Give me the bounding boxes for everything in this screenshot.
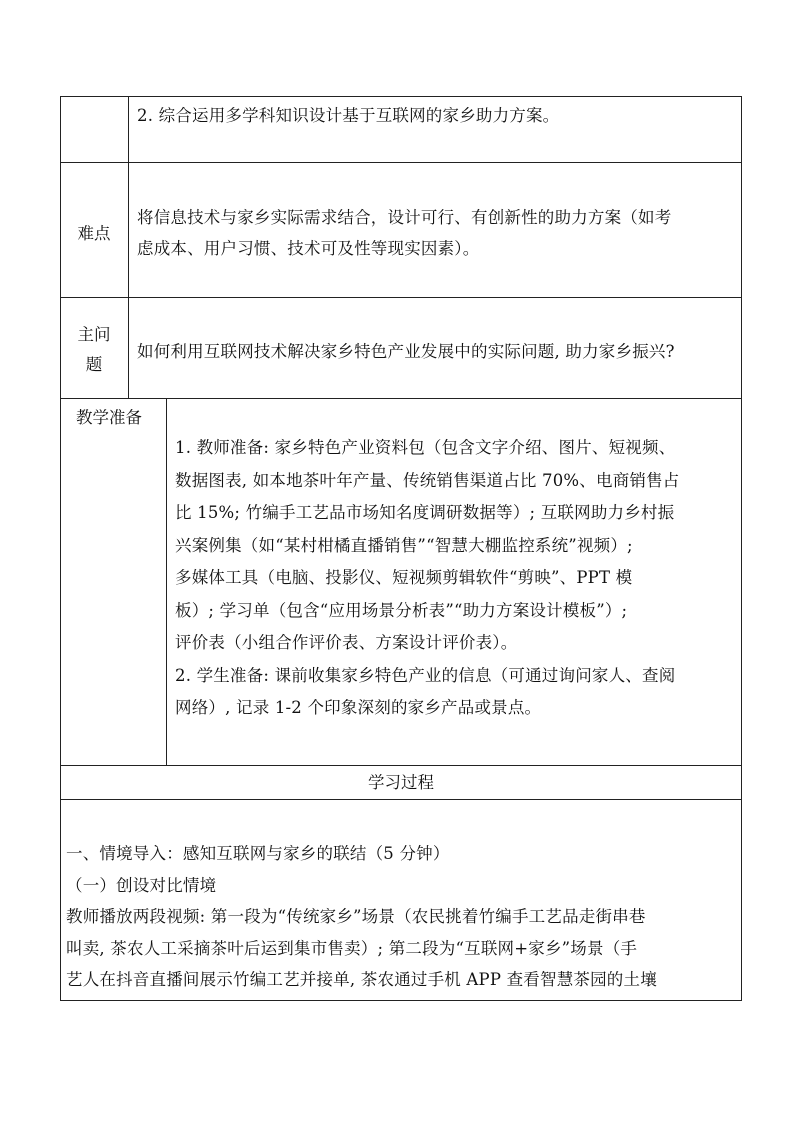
process-subheading: （一）创设对比情境 (66, 875, 217, 895)
preparation-line: 板）; 学习单（包含“应用场景分析表”“助力方案设计模板”）; (175, 600, 628, 620)
table-border-right (741, 96, 742, 1000)
process-line: 教师播放两段视频: 第一段为“传统家乡”场景（农民挑着竹编手工艺品走街串巷 (66, 907, 646, 926)
table-border-bottom (60, 1000, 742, 1001)
difficulty-content (137, 202, 737, 264)
preparation-line: 2. 学生准备: 课前收集家乡特色产业的信息（可通过询问家人、查阅 (175, 665, 676, 685)
preparation-label: 教学准备 (76, 408, 142, 427)
preparation-line: 评价表（小组合作评价表、方案设计评价表）。 (175, 633, 518, 652)
table-border-row2-bottom (60, 297, 742, 298)
process-header: 学习过程 (368, 773, 434, 792)
main-question-label-line: 题 (85, 355, 103, 374)
preparation-line: 1. 教师准备: 家乡特色产业资料包（包含文字介绍、图片、短视频、 (175, 438, 676, 457)
process-content (66, 838, 738, 996)
preparation-line: 网络）, 记录 1-2 个印象深刻的家乡产品或景点。 (175, 698, 542, 717)
main-question-label-line: 主问 (77, 325, 111, 344)
main-question-text: 如何利用互联网技术解决家乡特色产业发展中的实际问题, 助力家乡振兴? (137, 342, 675, 361)
row1-content (137, 100, 737, 131)
table-border-row1-bottom (60, 162, 742, 163)
preparation-line: 多媒体工具（电脑、投影仪、短视频剪辑软件“剪映”、PPT 模 (175, 568, 633, 587)
process-line: 叫卖, 茶农人工采摘茶叶后运到集市售卖）; 第二段为“互联网+家乡”场景（手 (66, 938, 638, 958)
preparation-line: 比 15%; 竹编手工艺品市场知名度调研数据等）; 互联网助力乡村振 (175, 503, 675, 522)
process-line: 艺人在抖音直播间展示竹编工艺并接单, 茶农通过手机 APP 查看智慧茶园的土壤 (66, 970, 657, 989)
main-question-content (137, 336, 741, 367)
difficulty-line: 将信息技术与家乡实际需求结合，设计可行、有创新性的助力方案（如考 (137, 208, 672, 227)
table-border-row4-bottom (60, 765, 742, 766)
preparation-line: 兴案例集（如“某村柑橘直播销售”“智慧大棚监控系统”视频）; (175, 535, 633, 555)
table-divider-prep-col (166, 398, 167, 765)
table-divider-label-col (128, 96, 129, 398)
preparation-label-cell (66, 404, 162, 432)
table-border-header-bottom (60, 799, 742, 800)
difficulty-label: 难点 (77, 224, 111, 243)
preparation-line: 数据图表, 如本地茶叶年产量、传统销售渠道占比 70%、电商销售占 (175, 470, 680, 490)
difficulty-label-cell (60, 220, 128, 248)
main-question-label-cell (60, 320, 128, 380)
difficulty-line: 虑成本、用户习惯、技术可及性等现实因素）。 (137, 239, 480, 258)
preparation-content (175, 432, 739, 725)
process-heading: 一、情境导入：感知互联网与家乡的联结（5 分钟） (66, 844, 450, 863)
row1-text: 2. 综合运用多学科知识设计基于互联网的家乡助力方案。 (137, 106, 560, 125)
table-border-row3-bottom (60, 398, 742, 399)
table-border-top (60, 96, 742, 97)
process-header-cell (60, 768, 742, 798)
